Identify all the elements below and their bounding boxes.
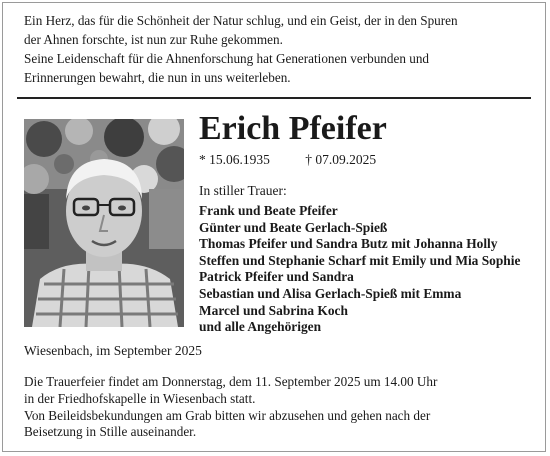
- mourner-entry: Frank und Beate Pfeifer: [199, 203, 338, 218]
- birth-date: * 15.06.1935: [199, 152, 270, 167]
- mourners-list: [199, 203, 520, 336]
- mourning-label: In stiller Trauer:: [199, 183, 287, 198]
- mourner-entry: Marcel und Sabrina Koch: [199, 302, 348, 318]
- death-date: † 07.09.2025: [305, 152, 377, 167]
- notice-line: Von Beileidsbekundungen am Grab bitten wir abzusehen und gehen nach der: [24, 407, 431, 423]
- notice-line: Beisetzung in Stille auseinander.: [24, 424, 197, 440]
- portrait-photo: [24, 119, 184, 327]
- notice-line: in der Friedhofskapelle in Wiesenbach statt.: [24, 390, 256, 406]
- intro-line: Seine Leidenschaft für die Ahnenforschung hat Generationen verbunden und: [24, 51, 430, 66]
- mourner-entry: Patrick Pfeifer und Sandra: [199, 269, 354, 285]
- intro-line: Ein Herz, das für die Schönheit der Natur schlug, und ein Geist, der in den Spuren: [24, 13, 458, 28]
- intro-line: der Ahnen forschte, ist nun zur Ruhe gekommen.: [24, 32, 283, 47]
- intro-line: Erinnerungen bewahrt, die nun in uns weiterleben.: [24, 70, 291, 85]
- mourner-entry: Günter und Beate Gerlach-Spieß: [199, 219, 388, 235]
- life-dates: [199, 152, 376, 168]
- notice-line: Die Trauerfeier findet am Donnerstag, dem 11. September 2025 um 14.00 Uhr: [24, 374, 438, 389]
- mourner-entry: und alle Angehörigen: [199, 319, 322, 335]
- deceased-name: Erich Pfeifer: [199, 110, 387, 147]
- mourner-entry: Sebastian und Alisa Gerlach-Spieß mit Emma: [199, 285, 462, 301]
- divider-rule: [17, 97, 531, 99]
- place-date: Wiesenbach, im September 2025: [24, 343, 202, 358]
- funeral-notice: [24, 374, 437, 441]
- intro-text: [24, 11, 534, 87]
- mourner-entry: Thomas Pfeifer und Sandra Butz mit Johanna Holly: [199, 236, 498, 252]
- mourner-entry: Steffen und Stephanie Scharf mit Emily und Mia Sophie: [199, 252, 521, 268]
